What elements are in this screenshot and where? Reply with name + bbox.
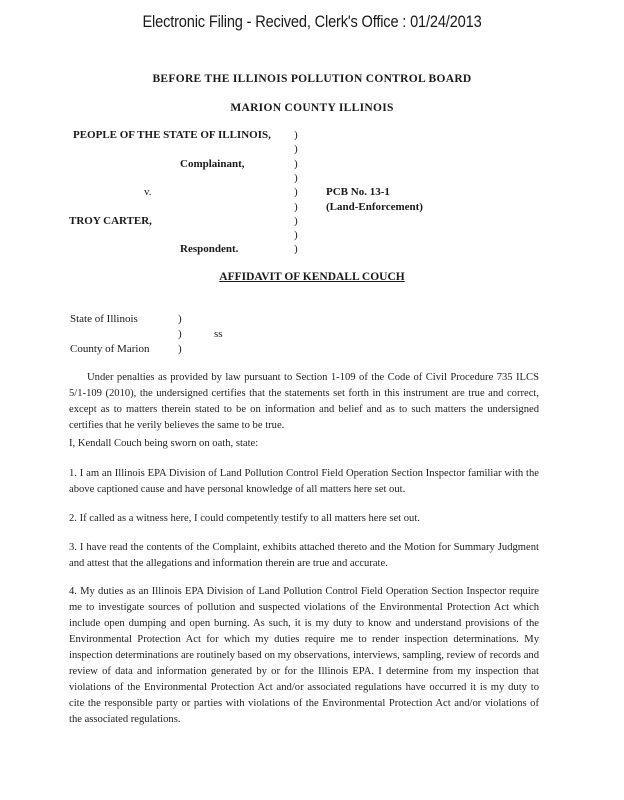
caption-paren: ) (294, 201, 298, 213)
venue-ss: ss (214, 328, 223, 340)
case-number: PCB No. 13-1 (326, 186, 390, 198)
defendant-role: Respondent. (180, 243, 239, 255)
caption-paren: ) (294, 129, 298, 141)
versus-label: v. (144, 186, 152, 198)
caption-paren: ) (294, 143, 298, 155)
venue-state: State of Illinois (70, 313, 138, 325)
defendant-name: TROY CARTER, (69, 215, 152, 227)
case-type: (Land-Enforcement) (326, 201, 423, 213)
caption-paren: ) (294, 215, 298, 227)
numbered-paragraph-4: 4. My duties as an Illinois EPA Division of Land Pollution Control Field Operation Section Inspector require me to investigate sources of pollution and suspected violations of the Environmental Protection Act which include open dumping and open burning. As such, it is my duty to know and understand provisions of the Environmental Protection Act for which my duties require me to render inspection determinations. My inspection determinations are routinely based on my observations, interviews, sampling, review of records and review of data and information generated by or for the Illinois EPA. I determine from my inspection that violations of the Environmental Protection Act and/or associated regulations have occurred it is my duty to cite the responsible party or parties with violations of the Environmental Protection Act and/or violations of the associated regulations. (69, 586, 539, 725)
court-county: MARION COUNTY ILLINOIS (230, 102, 394, 114)
oath-statement: I, Kendall Couch being sworn on oath, state: (69, 438, 259, 449)
venue-paren: ) (178, 343, 182, 355)
numbered-paragraph-1: 1. I am an Illinois EPA Division of Land Pollution Control Field Operation Section Inspector familiar with the above captioned cause and have personal knowledge of all matters here set out. (69, 468, 539, 495)
caption-paren: ) (294, 158, 298, 170)
filing-stamp: Electronic Filing - Recived, Clerk's Office : 01/24/2013 (142, 12, 482, 31)
court-name: BEFORE THE ILLINOIS POLLUTION CONTROL BOARD (152, 73, 472, 85)
caption-paren: ) (294, 172, 298, 184)
document-title: AFFIDAVIT OF KENDALL COUCH (219, 271, 405, 283)
certification-paragraph: Under penalties as provided by law pursuant to Section 1-109 of the Code of Civil Procedure 735 ILCS 5/1-109 (2010), the undersigned certifies that the statements set forth in this instrument are true and correct, except as to matters therein stated to be on information and belief and as to such matters the undersigned certifies that he verily believes the same to be true. (69, 372, 539, 431)
numbered-paragraph-2: 2. If called as a witness here, I could competently testify to all matters here set out. (69, 513, 420, 524)
venue-paren: ) (178, 328, 182, 340)
caption-paren: ) (294, 229, 298, 241)
caption-paren: ) (294, 243, 298, 255)
venue-paren: ) (178, 313, 182, 325)
plaintiff-role: Complainant, (180, 158, 245, 170)
caption-paren: ) (294, 186, 298, 198)
plaintiff-name: PEOPLE OF THE STATE OF ILLINOIS, (73, 129, 271, 141)
venue-county: County of Marion (70, 343, 150, 355)
numbered-paragraph-3: 3. I have read the contents of the Complaint, exhibits attached thereto and the Motion for Summary Judgment and attest that the allegations and information therein are true and accurate. (69, 542, 539, 569)
